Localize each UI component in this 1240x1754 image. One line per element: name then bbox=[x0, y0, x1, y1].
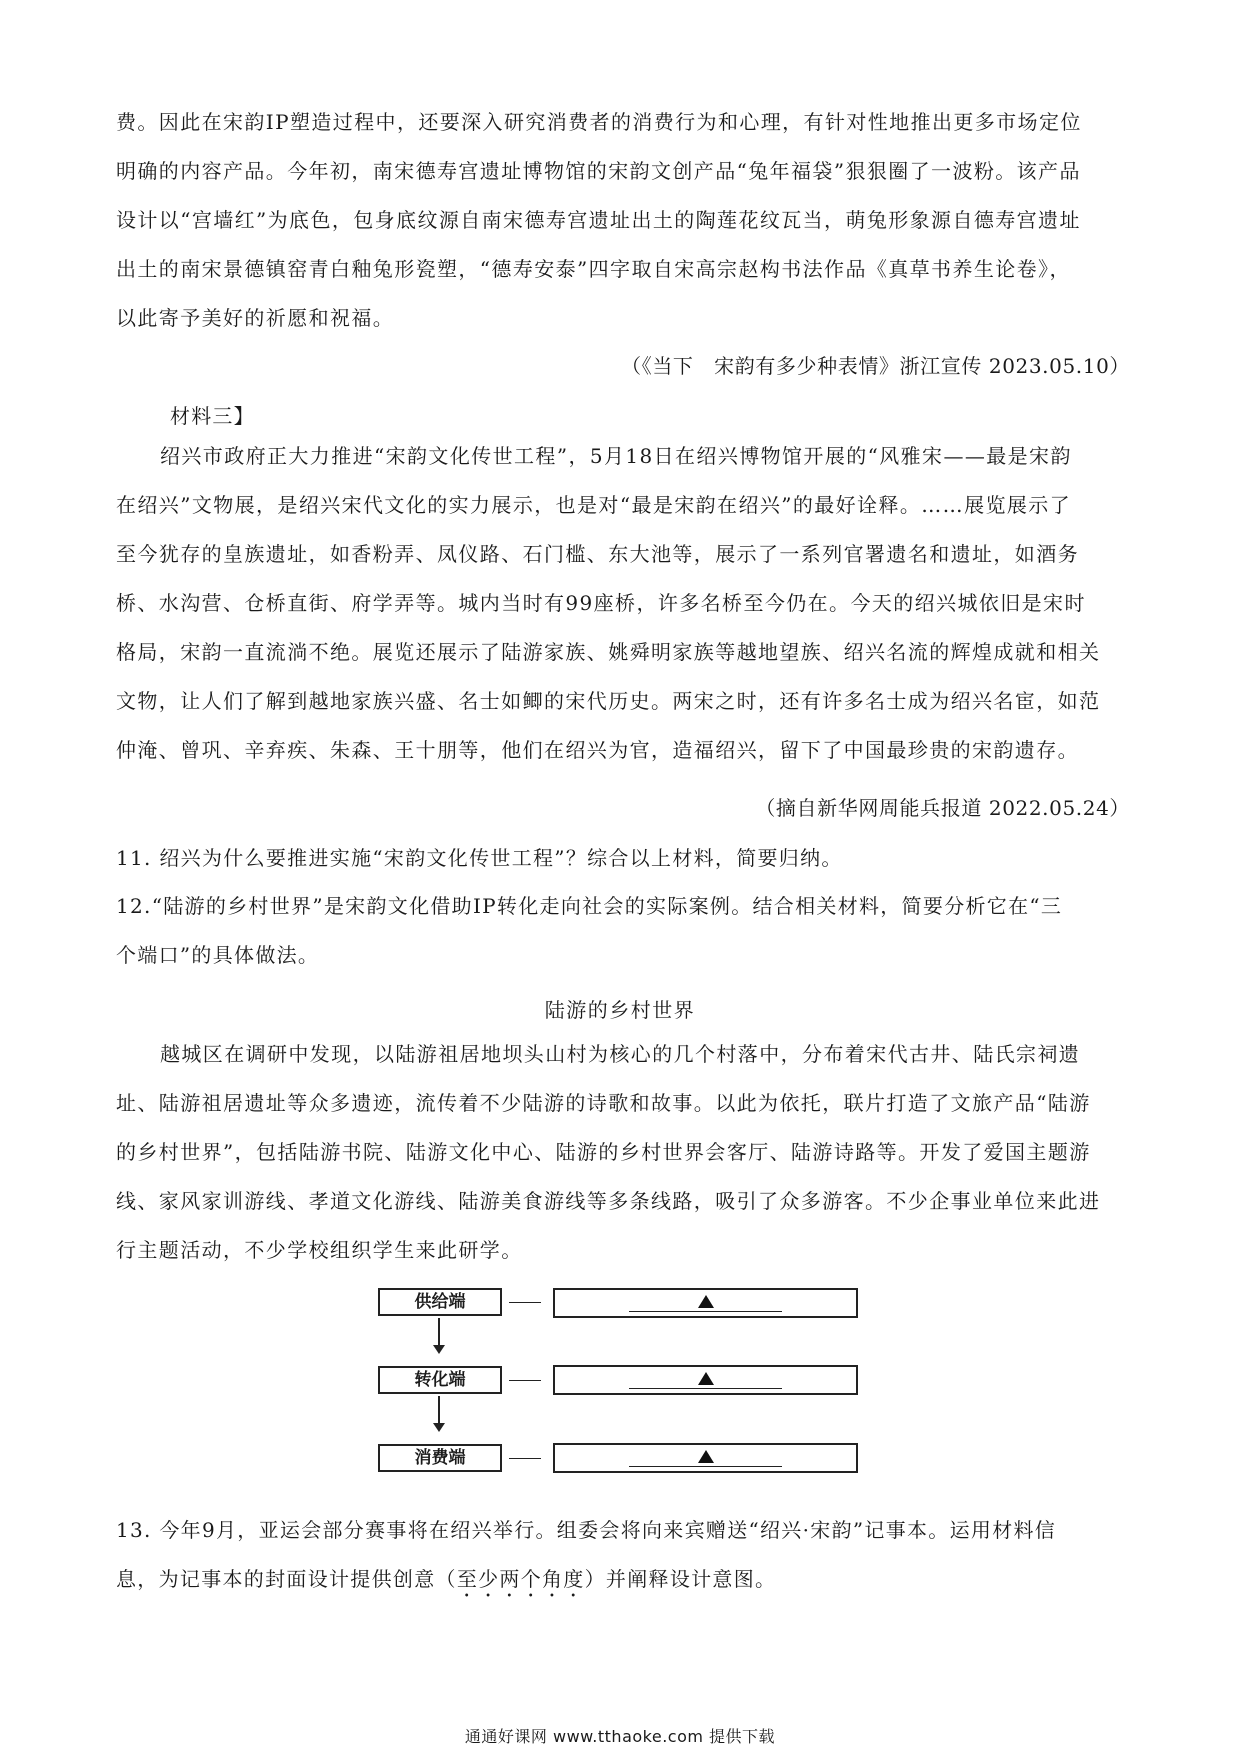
question-12 bbox=[116, 882, 1126, 980]
connector-line bbox=[509, 1302, 541, 1303]
text-line: 在绍兴”文物展，是绍兴宋代文化的实力展示，也是对“最是宋韵在绍兴”的最好诠释。……展览展示了 bbox=[116, 493, 1072, 517]
text-line bbox=[116, 1555, 1126, 1604]
text-line: 至今犹存的皇族遗址，如香粉弄、凤仪路、石门槛、东大池等，展示了一系列官署遗名和遗址，如酒务 bbox=[116, 542, 1079, 566]
stage-supply: 供给端 bbox=[378, 1288, 502, 1316]
text-line: 设计以“宫墙红”为底色，包身底纹源自南宋德寿宫遗址出土的陶莲花纹瓦当，萌兔形象源自德寿宫遗址 bbox=[116, 208, 1081, 232]
text-line: 线、家风家训游线、孝道文化游线、陆游美食游线等多条线路，吸引了众多游客。不少企事业单位来此进 bbox=[116, 1189, 1101, 1213]
text-line: 行主题活动，不少学校组织学生来此研学。 bbox=[116, 1238, 523, 1262]
text-line: 文物，让人们了解到越地家族兴盛、名士如鲫的宋代历史。两宋之时，还有许多名士成为绍兴名宦，如范 bbox=[116, 689, 1101, 713]
question-11: 11. 绍兴为什么要推进实施“宋韵文化传世工程”？综合以上材料，简要归纳。 bbox=[116, 846, 843, 870]
answer-blank bbox=[629, 1388, 782, 1389]
text-line: 13. 今年9月，亚运会部分赛事将在绍兴举行。组委会将向来宾赠送“绍兴·宋韵”记事本。运用材料信 bbox=[116, 1518, 1057, 1542]
answer-blank bbox=[629, 1466, 782, 1467]
triangle-marker-icon bbox=[698, 1295, 714, 1308]
text-fragment: ）并阐释设计意图。 bbox=[584, 1567, 777, 1591]
material3-source: （摘自新华网周能兵报道 2022.05.24） bbox=[755, 796, 1130, 820]
text-line: 12.“陆游的乡村世界”是宋韵文化借助IP转化走向社会的实际案例。结合相关材料，简要分析它在“三 bbox=[116, 894, 1063, 918]
material2-source: （《当下 宋韵有多少种表情》浙江宣传 2023.05.10） bbox=[621, 354, 1130, 378]
emphasized-text: 至少两个角度 bbox=[456, 1567, 585, 1591]
answer-box-transform[interactable] bbox=[553, 1365, 858, 1395]
text-line: 绍兴市政府正大力推进“宋韵文化传世工程”，5月18日在绍兴博物馆开展的“风雅宋——最是宋韵 bbox=[160, 444, 1072, 468]
text-line: 越城区在调研中发现，以陆游祖居地坝头山村为核心的几个村落中，分布着宋代古井、陆氏宗祠遗 bbox=[160, 1042, 1081, 1066]
connector-line bbox=[509, 1380, 541, 1381]
text-fragment: 息，为记事本的封面设计提供创意（ bbox=[116, 1567, 457, 1591]
answer-box-consume[interactable] bbox=[553, 1443, 858, 1473]
text-line: 以此寄予美好的祈愿和祝福。 bbox=[116, 306, 395, 330]
case-title: 陆游的乡村世界 bbox=[544, 998, 696, 1022]
triangle-marker-icon bbox=[698, 1372, 714, 1385]
case-paragraph bbox=[116, 1030, 1126, 1275]
text-line: 个端口”的具体做法。 bbox=[116, 943, 320, 967]
text-line: 址、陆游祖居遗址等众多遗迹，流传着不少陆游的诗歌和故事。以此为依托，联片打造了文旅产品“陆游 bbox=[116, 1091, 1091, 1115]
page-footer: 通通好课网 www.tthaoke.com 提供下载 bbox=[464, 1727, 776, 1746]
connector-line bbox=[509, 1458, 541, 1459]
material2-paragraph bbox=[116, 98, 1126, 343]
three-ports-diagram bbox=[378, 1288, 864, 1474]
material3-paragraph bbox=[116, 432, 1126, 775]
stage-transform: 转化端 bbox=[378, 1366, 502, 1394]
text-line: 费。因此在宋韵IP塑造过程中，还要深入研究消费者的消费行为和心理，有针对性地推出更多市场定位 bbox=[116, 110, 1082, 134]
text-line: 仲淹、曾巩、辛弃疾、朱森、王十朋等，他们在绍兴为官，造福绍兴，留下了中国最珍贵的宋韵遗存。 bbox=[116, 738, 1079, 762]
text-line: 格局，宋韵一直流淌不绝。展览还展示了陆游家族、姚舜明家族等越地望族、绍兴名流的辉煌成就和相关 bbox=[116, 640, 1101, 664]
answer-blank bbox=[629, 1311, 782, 1312]
stage-consume: 消费端 bbox=[378, 1444, 502, 1472]
text-line: 桥、水沟营、仓桥直街、府学弄等。城内当时有99座桥，许多名桥至今仍在。今天的绍兴城依旧是宋时 bbox=[116, 591, 1086, 615]
triangle-marker-icon bbox=[698, 1450, 714, 1463]
arrow-down-icon bbox=[438, 1318, 440, 1352]
arrow-down-icon bbox=[438, 1396, 440, 1430]
material3-heading: 材料三】 bbox=[170, 404, 255, 428]
text-line: 出土的南宋景德镇窑青白釉兔形瓷塑，“德寿安泰”四字取自宋高宗赵构书法作品《真草书养生论卷》， bbox=[116, 257, 1071, 281]
answer-box-supply[interactable] bbox=[553, 1288, 858, 1318]
question-13 bbox=[116, 1506, 1126, 1604]
text-line: 明确的内容产品。今年初，南宋德寿宫遗址博物馆的宋韵文创产品“兔年福袋”狠狠圈了一波粉。该产品 bbox=[116, 159, 1081, 183]
text-line: 的乡村世界”，包括陆游书院、陆游文化中心、陆游的乡村世界会客厅、陆游诗路等。开发了爱国主题游 bbox=[116, 1140, 1091, 1164]
